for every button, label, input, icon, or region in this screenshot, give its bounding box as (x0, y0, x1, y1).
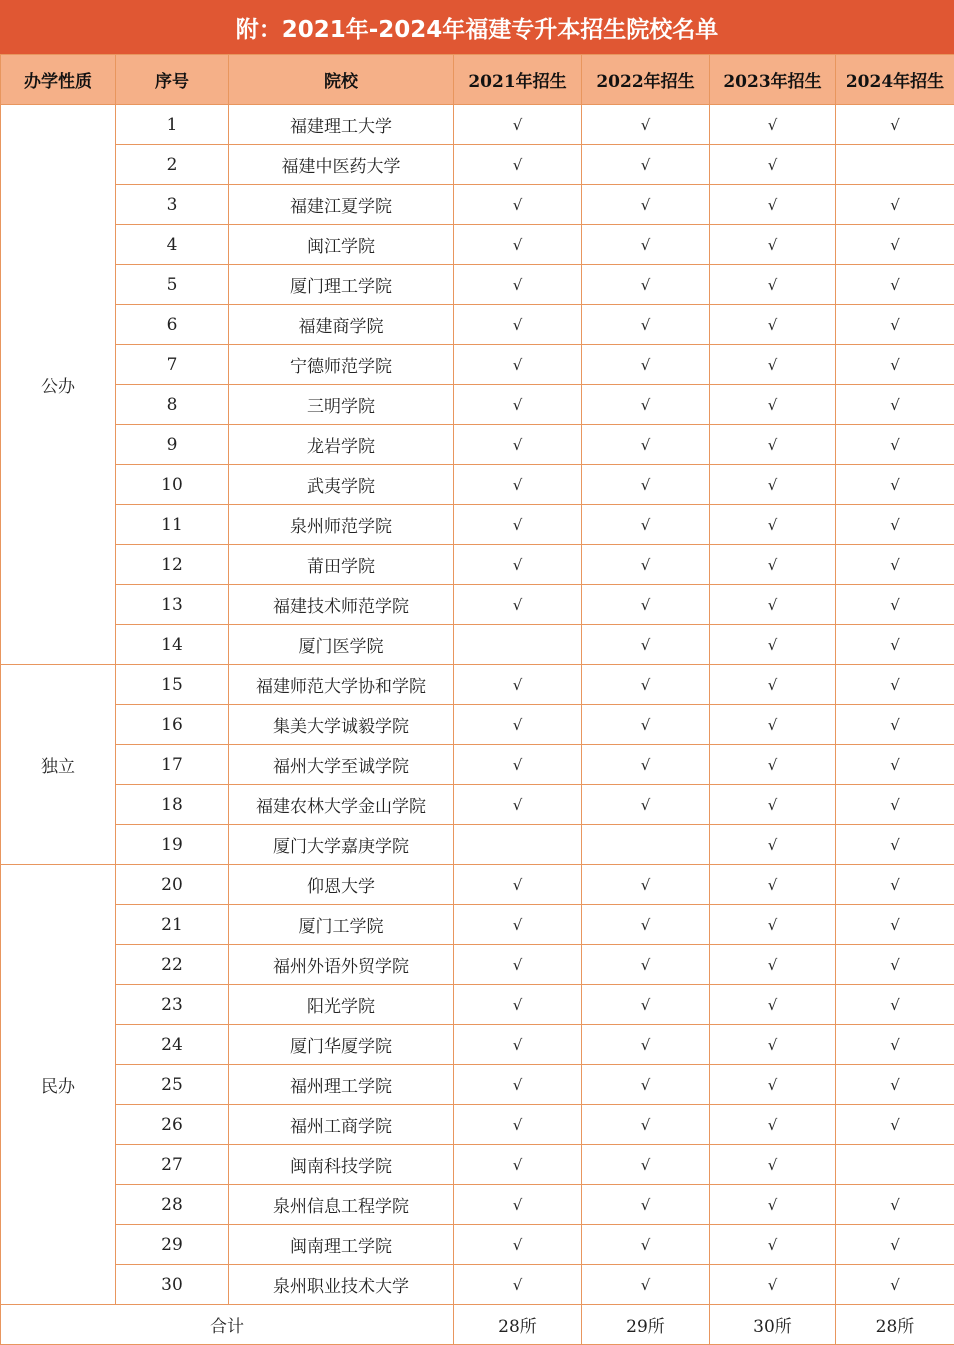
table-body (1, 105, 954, 1305)
table-row (1, 225, 954, 265)
enroll-2024-cell: √ (836, 1105, 954, 1145)
enroll-2021-cell: √ (454, 1065, 582, 1105)
enroll-2023-cell: √ (710, 1265, 836, 1305)
header-2022: 2022年招生 (582, 55, 710, 105)
table-row (1, 545, 954, 585)
enroll-2024-cell: √ (836, 705, 954, 745)
school-cell: 福建江夏学院 (229, 185, 454, 225)
number-cell: 28 (116, 1185, 229, 1225)
table-row (1, 505, 954, 545)
number-cell: 21 (116, 905, 229, 945)
table-row (1, 1185, 954, 1225)
number-cell: 5 (116, 265, 229, 305)
enroll-2021-cell: √ (454, 345, 582, 385)
enroll-2022-cell: √ (582, 905, 710, 945)
number-cell: 29 (116, 1225, 229, 1265)
enroll-2023-cell: √ (710, 825, 836, 865)
enroll-2022-cell: √ (582, 1265, 710, 1305)
enroll-2024-cell: √ (836, 185, 954, 225)
header-row (1, 55, 954, 105)
enroll-2022-cell: √ (582, 665, 710, 705)
school-cell: 福建商学院 (229, 305, 454, 345)
enroll-2023-cell: √ (710, 905, 836, 945)
enroll-2022-cell: √ (582, 265, 710, 305)
header-school: 院校 (229, 55, 454, 105)
enroll-2023-cell: √ (710, 345, 836, 385)
enroll-2024-cell: √ (836, 1185, 954, 1225)
number-cell: 16 (116, 705, 229, 745)
number-cell: 4 (116, 225, 229, 265)
enroll-2024-cell: √ (836, 465, 954, 505)
school-cell: 莆田学院 (229, 545, 454, 585)
number-cell: 2 (116, 145, 229, 185)
header-2021: 2021年招生 (454, 55, 582, 105)
school-cell: 厦门大学嘉庚学院 (229, 825, 454, 865)
school-cell: 集美大学诚毅学院 (229, 705, 454, 745)
school-cell: 福建技术师范学院 (229, 585, 454, 625)
school-table (0, 54, 954, 1345)
school-cell: 泉州师范学院 (229, 505, 454, 545)
enroll-2023-cell: √ (710, 105, 836, 145)
enroll-2023-cell: √ (710, 1185, 836, 1225)
enroll-2022-cell: √ (582, 505, 710, 545)
total-2023: 30所 (710, 1305, 836, 1345)
school-cell: 武夷学院 (229, 465, 454, 505)
enroll-2023-cell: √ (710, 465, 836, 505)
enroll-2024-cell: √ (836, 1025, 954, 1065)
enroll-2021-cell: √ (454, 185, 582, 225)
enroll-2022-cell: √ (582, 1105, 710, 1145)
enroll-2021-cell: √ (454, 1145, 582, 1185)
number-cell: 24 (116, 1025, 229, 1065)
school-cell: 龙岩学院 (229, 425, 454, 465)
enroll-2022-cell: √ (582, 465, 710, 505)
enroll-2024-cell (836, 145, 954, 185)
table-row (1, 265, 954, 305)
enroll-2024-cell: √ (836, 1065, 954, 1105)
enroll-2021-cell: √ (454, 465, 582, 505)
number-cell: 1 (116, 105, 229, 145)
category-cell: 独立 (1, 665, 116, 865)
total-label: 合计 (1, 1305, 454, 1345)
table-row (1, 825, 954, 865)
enroll-2021-cell: √ (454, 1185, 582, 1225)
enroll-2024-cell: √ (836, 665, 954, 705)
enroll-2022-cell: √ (582, 305, 710, 345)
enroll-2023-cell: √ (710, 1225, 836, 1265)
enroll-2022-cell: √ (582, 785, 710, 825)
enroll-2023-cell: √ (710, 665, 836, 705)
enroll-2024-cell: √ (836, 425, 954, 465)
enroll-2024-cell: √ (836, 985, 954, 1025)
enroll-2022-cell: √ (582, 145, 710, 185)
enroll-2024-cell: √ (836, 625, 954, 665)
table-row (1, 1105, 954, 1145)
enroll-2023-cell: √ (710, 785, 836, 825)
enroll-2024-cell: √ (836, 865, 954, 905)
table-row (1, 145, 954, 185)
total-2022: 29所 (582, 1305, 710, 1345)
enroll-2021-cell: √ (454, 785, 582, 825)
enroll-2023-cell: √ (710, 985, 836, 1025)
table-row (1, 1025, 954, 1065)
school-cell: 福州工商学院 (229, 1105, 454, 1145)
enroll-2023-cell: √ (710, 625, 836, 665)
school-cell: 闽南科技学院 (229, 1145, 454, 1185)
enroll-2021-cell (454, 625, 582, 665)
enroll-2021-cell: √ (454, 665, 582, 705)
header-2023: 2023年招生 (710, 55, 836, 105)
enroll-2021-cell: √ (454, 1265, 582, 1305)
enroll-2024-cell: √ (836, 585, 954, 625)
number-cell: 6 (116, 305, 229, 345)
enroll-2021-cell: √ (454, 225, 582, 265)
enroll-2021-cell: √ (454, 585, 582, 625)
table-row (1, 665, 954, 705)
school-cell: 厦门工学院 (229, 905, 454, 945)
table-row (1, 865, 954, 905)
enroll-2021-cell: √ (454, 1025, 582, 1065)
enroll-2024-cell: √ (836, 745, 954, 785)
school-cell: 泉州职业技术大学 (229, 1265, 454, 1305)
enroll-2022-cell: √ (582, 1065, 710, 1105)
number-cell: 12 (116, 545, 229, 585)
table-row (1, 385, 954, 425)
number-cell: 10 (116, 465, 229, 505)
number-cell: 11 (116, 505, 229, 545)
header-2024: 2024年招生 (836, 55, 954, 105)
enroll-2021-cell: √ (454, 865, 582, 905)
enroll-2023-cell: √ (710, 545, 836, 585)
enroll-2023-cell: √ (710, 865, 836, 905)
enroll-2024-cell: √ (836, 1265, 954, 1305)
enroll-2021-cell: √ (454, 385, 582, 425)
category-cell: 民办 (1, 865, 116, 1305)
number-cell: 19 (116, 825, 229, 865)
enroll-2023-cell: √ (710, 225, 836, 265)
enroll-2021-cell: √ (454, 505, 582, 545)
number-cell: 30 (116, 1265, 229, 1305)
enroll-2023-cell: √ (710, 1025, 836, 1065)
enroll-2022-cell: √ (582, 865, 710, 905)
table-row (1, 705, 954, 745)
enroll-2022-cell: √ (582, 225, 710, 265)
enroll-2024-cell (836, 1145, 954, 1185)
enroll-2024-cell: √ (836, 385, 954, 425)
number-cell: 9 (116, 425, 229, 465)
enroll-2021-cell: √ (454, 545, 582, 585)
enroll-2022-cell: √ (582, 345, 710, 385)
enroll-2024-cell: √ (836, 905, 954, 945)
table-row (1, 305, 954, 345)
table-row (1, 345, 954, 385)
school-cell: 三明学院 (229, 385, 454, 425)
table-row (1, 425, 954, 465)
number-cell: 26 (116, 1105, 229, 1145)
table-row (1, 905, 954, 945)
enroll-2021-cell: √ (454, 305, 582, 345)
page-title: 附：2021年-2024年福建专升本招生院校名单 (0, 0, 954, 54)
table-row (1, 785, 954, 825)
number-cell: 18 (116, 785, 229, 825)
enroll-2022-cell: √ (582, 1185, 710, 1225)
enroll-2021-cell: √ (454, 145, 582, 185)
enroll-2022-cell: √ (582, 1225, 710, 1265)
enroll-2022-cell: √ (582, 585, 710, 625)
table-row (1, 1065, 954, 1105)
school-cell: 福建农林大学金山学院 (229, 785, 454, 825)
enroll-2023-cell: √ (710, 505, 836, 545)
school-cell: 厦门医学院 (229, 625, 454, 665)
enroll-2023-cell: √ (710, 385, 836, 425)
school-cell: 福建师范大学协和学院 (229, 665, 454, 705)
enroll-2022-cell: √ (582, 745, 710, 785)
enroll-2024-cell: √ (836, 1225, 954, 1265)
enroll-2021-cell: √ (454, 905, 582, 945)
enroll-2021-cell: √ (454, 425, 582, 465)
enroll-2021-cell: √ (454, 705, 582, 745)
school-cell: 福州外语外贸学院 (229, 945, 454, 985)
table-row (1, 1145, 954, 1185)
enroll-2021-cell: √ (454, 985, 582, 1025)
header-category: 办学性质 (1, 55, 116, 105)
enroll-2023-cell: √ (710, 1105, 836, 1145)
table-row (1, 625, 954, 665)
enroll-2023-cell: √ (710, 145, 836, 185)
enroll-2022-cell: √ (582, 185, 710, 225)
enroll-2021-cell: √ (454, 265, 582, 305)
table-row (1, 185, 954, 225)
enroll-2023-cell: √ (710, 265, 836, 305)
number-cell: 17 (116, 745, 229, 785)
number-cell: 22 (116, 945, 229, 985)
header-number: 序号 (116, 55, 229, 105)
school-cell: 福州理工学院 (229, 1065, 454, 1105)
number-cell: 23 (116, 985, 229, 1025)
enroll-2022-cell: √ (582, 625, 710, 665)
school-cell: 福州大学至诚学院 (229, 745, 454, 785)
enroll-2022-cell: √ (582, 385, 710, 425)
enroll-2024-cell: √ (836, 825, 954, 865)
total-2024: 28所 (836, 1305, 954, 1345)
enroll-2024-cell: √ (836, 265, 954, 305)
number-cell: 8 (116, 385, 229, 425)
enroll-2022-cell: √ (582, 705, 710, 745)
enroll-2023-cell: √ (710, 425, 836, 465)
table-row (1, 945, 954, 985)
enroll-2024-cell: √ (836, 105, 954, 145)
enroll-2023-cell: √ (710, 585, 836, 625)
enroll-2022-cell: √ (582, 105, 710, 145)
school-cell: 闽南理工学院 (229, 1225, 454, 1265)
enroll-2024-cell: √ (836, 225, 954, 265)
enroll-2022-cell: √ (582, 985, 710, 1025)
school-cell: 福建中医药大学 (229, 145, 454, 185)
school-cell: 厦门理工学院 (229, 265, 454, 305)
enroll-2021-cell: √ (454, 1105, 582, 1145)
enroll-2024-cell: √ (836, 505, 954, 545)
total-2021: 28所 (454, 1305, 582, 1345)
school-cell: 仰恩大学 (229, 865, 454, 905)
enroll-2021-cell: √ (454, 105, 582, 145)
school-cell: 福建理工大学 (229, 105, 454, 145)
enroll-2022-cell: √ (582, 545, 710, 585)
school-cell: 泉州信息工程学院 (229, 1185, 454, 1225)
enroll-2022-cell: √ (582, 1025, 710, 1065)
table-row (1, 585, 954, 625)
enroll-2023-cell: √ (710, 305, 836, 345)
enroll-2024-cell: √ (836, 785, 954, 825)
enroll-2024-cell: √ (836, 345, 954, 385)
category-cell: 公办 (1, 105, 116, 665)
enroll-2023-cell: √ (710, 1145, 836, 1185)
enroll-2024-cell: √ (836, 545, 954, 585)
enroll-2023-cell: √ (710, 185, 836, 225)
total-row (1, 1305, 954, 1345)
number-cell: 14 (116, 625, 229, 665)
number-cell: 3 (116, 185, 229, 225)
enroll-2023-cell: √ (710, 1065, 836, 1105)
number-cell: 20 (116, 865, 229, 905)
enroll-2021-cell (454, 825, 582, 865)
number-cell: 27 (116, 1145, 229, 1185)
number-cell: 15 (116, 665, 229, 705)
school-cell: 厦门华厦学院 (229, 1025, 454, 1065)
number-cell: 25 (116, 1065, 229, 1105)
number-cell: 13 (116, 585, 229, 625)
enroll-2023-cell: √ (710, 745, 836, 785)
enroll-2022-cell: √ (582, 425, 710, 465)
enroll-2022-cell: √ (582, 1145, 710, 1185)
school-cell: 闽江学院 (229, 225, 454, 265)
enroll-2021-cell: √ (454, 745, 582, 785)
enroll-2023-cell: √ (710, 945, 836, 985)
school-cell: 阳光学院 (229, 985, 454, 1025)
enroll-2023-cell: √ (710, 705, 836, 745)
table-row (1, 745, 954, 785)
enroll-2022-cell (582, 825, 710, 865)
table-row (1, 105, 954, 145)
number-cell: 7 (116, 345, 229, 385)
enroll-2024-cell: √ (836, 305, 954, 345)
enroll-2021-cell: √ (454, 945, 582, 985)
table-row (1, 1265, 954, 1305)
school-cell: 宁德师范学院 (229, 345, 454, 385)
table-row (1, 985, 954, 1025)
enroll-2024-cell: √ (836, 945, 954, 985)
table-row (1, 1225, 954, 1265)
enroll-2022-cell: √ (582, 945, 710, 985)
enroll-2021-cell: √ (454, 1225, 582, 1265)
table-row (1, 465, 954, 505)
